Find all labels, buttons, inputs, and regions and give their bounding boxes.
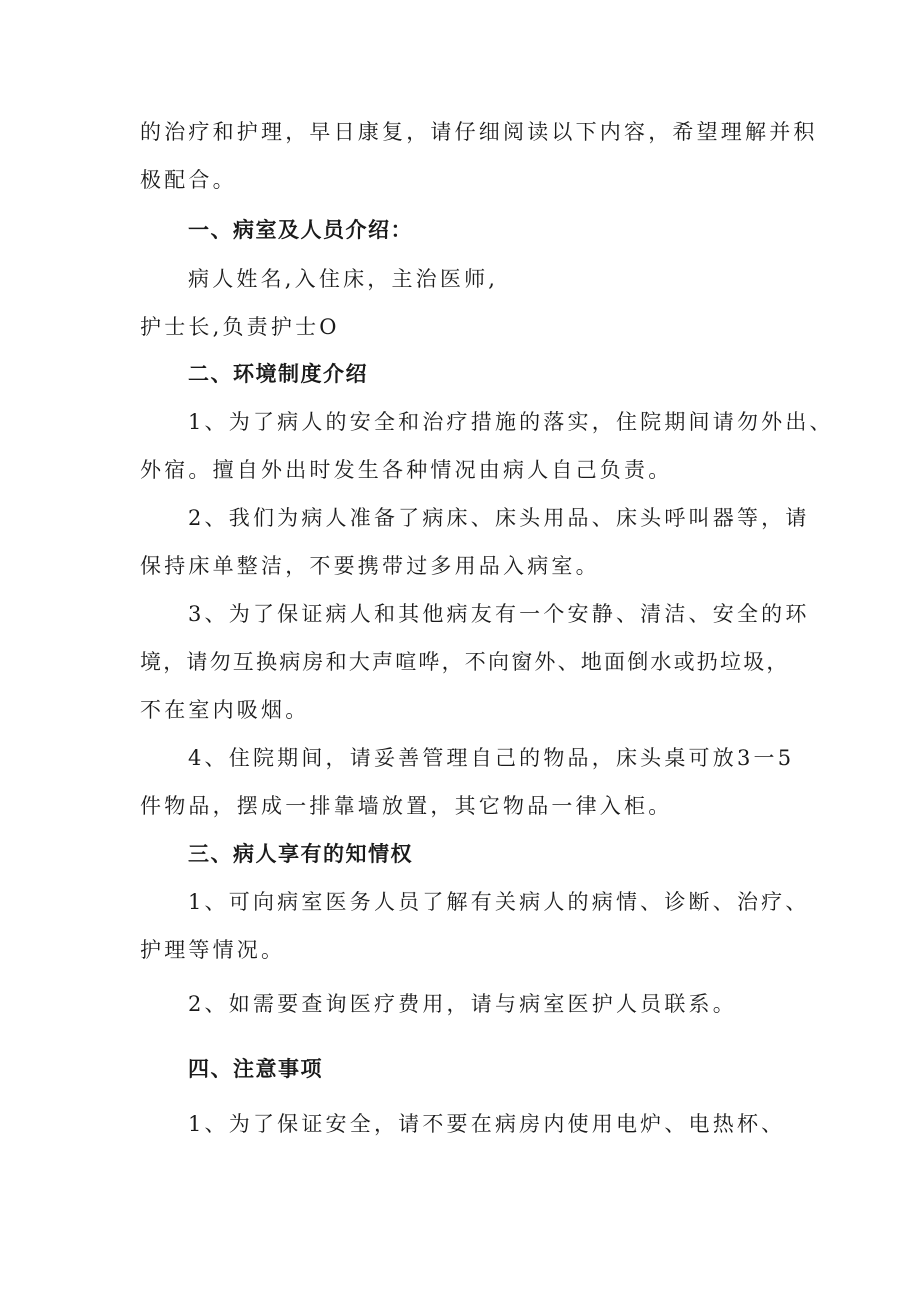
section2-item2-line-2: 保持床单整洁，不要携带过多用品入病室。 [140, 554, 600, 578]
section2-item1-line-1: 1、为了病人的安全和治疗措施的落实，住院期间请勿外出、 [188, 410, 834, 434]
section2-item1-line-2: 外宿。擅自外出时发生各种情况由病人自己负责。 [140, 458, 673, 482]
section1-line-2: 护士长,负责护士O [140, 315, 340, 339]
section2-item3-line-1: 3、为了保证病人和其他病友有一个安静、清洁、安全的环 [188, 602, 810, 626]
intro-line-2: 极配合。 [140, 168, 237, 192]
section-heading-1: 一、病室及人员介绍： [188, 218, 413, 242]
section3-item1-line-2: 护理等情况。 [140, 938, 286, 962]
section4-item1-line-1: 1、为了保证安全，请不要在病房内使用电炉、电热杯、 [188, 1112, 786, 1136]
section-heading-3: 三、病人享有的知情权 [188, 842, 413, 866]
section2-item4-line-2: 件物品，摆成一排靠墙放置，其它物品一律入柜。 [140, 794, 673, 818]
section2-item3-line-2: 境，请勿互换病房和大声喧哗，不向窗外、地面倒水或扔垃圾， [140, 650, 790, 674]
section2-item4-line-1: 4、住院期间，请妥善管理自己的物品，床头桌可放3一5 [188, 746, 795, 770]
intro-line-1: 的治疗和护理，早日康复，请仔细阅读以下内容，希望理解并积 [140, 120, 818, 144]
section3-item1-line-1: 1、可向病室医务人员了解有关病人的病情、诊断、治疗、 [188, 890, 810, 914]
section-heading-2: 二、环境制度介绍 [188, 362, 368, 386]
section3-item2-line-1: 2、如需要查询医疗费用，请与病室医护人员联系。 [188, 992, 737, 1016]
section2-item3-line-3: 不在室内吸烟。 [140, 698, 310, 722]
section2-item2-line-1: 2、我们为病人准备了病床、床头用品、床头呼叫器等，请 [188, 506, 810, 530]
section-heading-4: 四、注意事项 [188, 1057, 323, 1081]
section1-line-1: 病人姓名,入住床，主治医师, [188, 267, 499, 291]
